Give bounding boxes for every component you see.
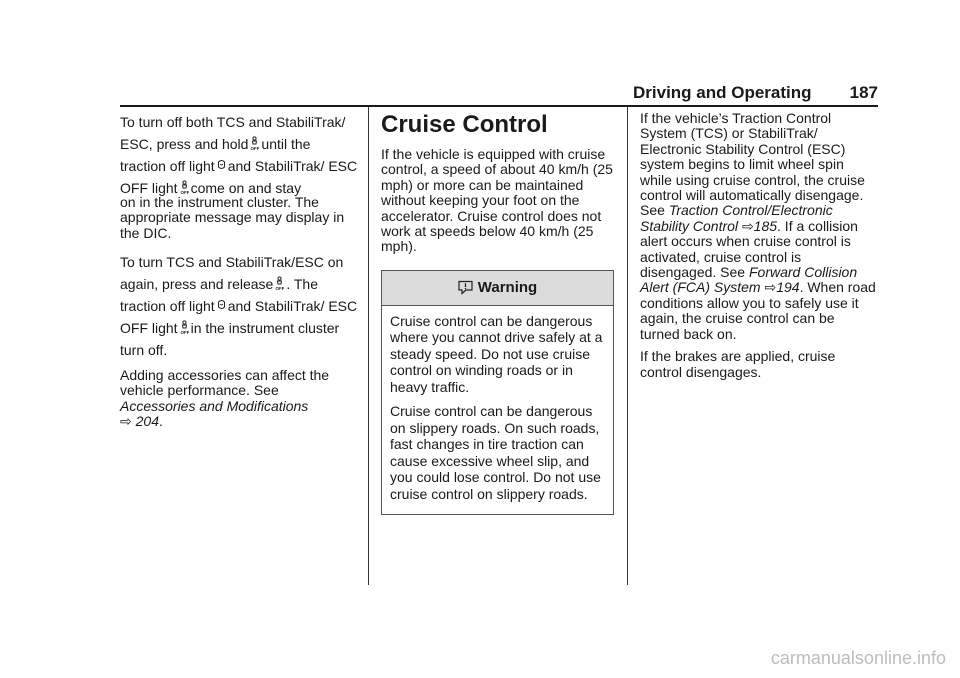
svg-text:OFF: OFF (275, 285, 285, 291)
page-ref-204[interactable]: 204 (135, 413, 159, 430)
page-ref-arrow-icon: ⇨ (741, 217, 754, 234)
page-ref-arrow-icon: ⇨ (120, 413, 132, 430)
warning-box (381, 270, 614, 516)
traction-off-icon (217, 298, 226, 313)
paragraph-brakes: If the brakes are applied, cruise control disengages. (640, 348, 836, 380)
warning-paragraph-2: Cruise control can be dangerous on slippery roads. On such roads, fast changes in tire traction can cause excessive wheel slip, and you could lose control. Do not use cruise control on slippery roads. (390, 403, 601, 502)
stabilitrak-off-icon (250, 136, 259, 151)
paragraph-accessories: Adding accessories can affect the vehicle performance. See Accessories and Modifications ⇨ 204. (120, 366, 330, 430)
page-ref-arrow-icon: ⇨ (764, 279, 777, 296)
traction-off-icon (217, 158, 226, 173)
paragraph-tcs-off: To turn off both TCS and StabiliTrak/ ESC, press and hold OFF until the traction off light and StabiliTrak/ ESC OFF light OFF come on and stay on in the instrument cluster. The appropriate message may display in the DIC. (120, 114, 358, 241)
column-3 (640, 111, 878, 387)
stabilitrak-off-icon (180, 180, 189, 195)
page-number: 187 (849, 83, 878, 102)
column-divider-right (627, 107, 628, 585)
stabilitrak-off-icon (180, 320, 189, 335)
watermark: carmanualsonline.info (770, 648, 946, 668)
page-ref-194[interactable]: 194 (776, 279, 800, 296)
warning-speech-icon (458, 280, 473, 295)
paragraph-tcs-cruise: If the vehicle’s Traction Control System (TCS) or StabiliTrak/ Electronic Stability Control (ESC) system begins to limit wheel spin while using cruise control, the cruise control will automatically disengage. See Traction Control/Electronic Stability Control ⇨185. If a collision alert occurs when cruise control is activated, cruise control is disengaged. See Forward Collision Alert (FCA) System ⇨194. When road conditions allow you to safely use it again, the cruise control can be turned back on. (640, 110, 876, 342)
svg-text:OFF: OFF (180, 329, 189, 335)
warning-body (382, 306, 613, 515)
link-accessories[interactable]: Accessories and Modifications (120, 397, 309, 414)
link-forward-collision-alert[interactable]: Forward Collision Alert (FCA) System (640, 264, 858, 296)
warning-label: Warning (477, 279, 538, 297)
stabilitrak-off-icon (275, 276, 284, 291)
section-title-header: Driving and Operating (633, 83, 812, 102)
page-header (633, 83, 878, 103)
warning-header (382, 271, 613, 306)
header-rule (120, 105, 878, 107)
link-traction-control[interactable]: Traction Control/Electronic Stability Control (640, 202, 833, 234)
section-heading-cruise-control: Cruise Control (381, 111, 548, 138)
column-divider-left (368, 107, 369, 585)
page-ref-185[interactable]: 185 (753, 217, 778, 234)
column-2 (381, 111, 614, 515)
svg-text:OFF: OFF (250, 146, 260, 151)
warning-paragraph-1: Cruise control can be dangerous where you cannot drive safely at a steady speed. Do not use cruise control on winding roads or in heavy traffic. (390, 312, 603, 395)
svg-text:OFF: OFF (180, 190, 189, 195)
paragraph-cruise-intro: If the vehicle is equipped with cruise control, a speed of about 40 km/h (25 mph) or more can be maintained without keeping your foot on the accelerator. Cruise control does not work at speeds below 40 km/h (25 mph). (381, 146, 613, 255)
paragraph-tcs-on: To turn TCS and StabiliTrak/ESC on again, press and release OFF . The traction off light and StabiliTrak/ ESC OFF light OFF in the instrument cluster turn off. (120, 253, 358, 358)
column-1 (120, 111, 358, 436)
